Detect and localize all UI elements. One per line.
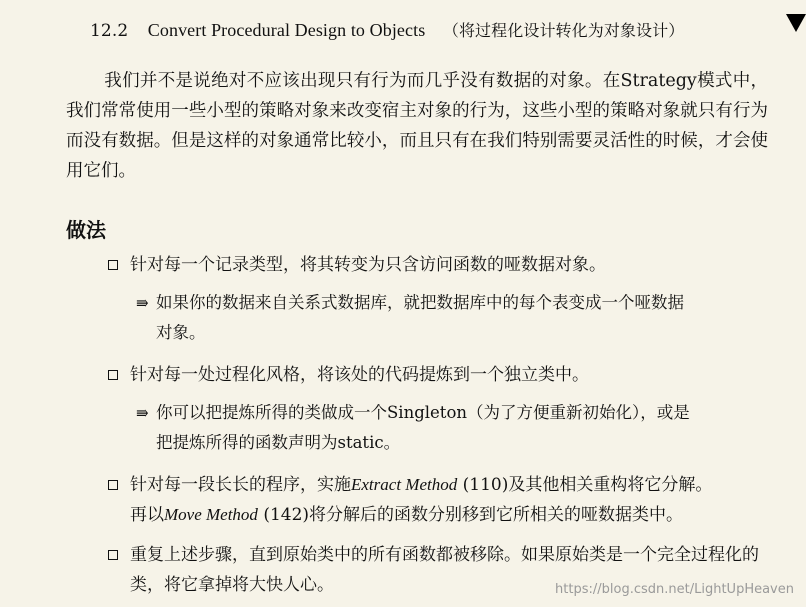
refactoring-ref: Extract Method xyxy=(351,475,458,494)
note-line: 你可以把提炼所得的类做成一个Singleton（为了方便重新初始化），或是 xyxy=(156,403,690,422)
checkbox-icon xyxy=(108,550,118,560)
corner-triangle-icon xyxy=(786,14,806,32)
arrow-icon: ⇛ xyxy=(136,294,149,312)
section-header xyxy=(90,18,684,41)
intro-paragraph xyxy=(66,66,768,186)
step-text: 针对每一段长长的程序，实施Extract Method (110)及其他相关重构将它分解。 再以Move Method (142)将分解后的函数分别移到它所相关的哑数据类中。 xyxy=(130,475,713,525)
step-text: 针对每一个记录类型，将其转变为只含访问函数的哑数据对象。 xyxy=(130,255,606,275)
section-heading: 做法 xyxy=(66,218,106,242)
arrow-icon: ⇛ xyxy=(136,404,149,422)
step-text: 重复上述步骤，直到原始类中的所有函数都被移除。如果原始类是一个完全过程化的类，将它拿掉将大快人心。 xyxy=(130,545,759,595)
step-note xyxy=(136,288,766,348)
refactoring-ref: Move Method xyxy=(164,505,258,524)
step-text: 针对每一处过程化风格，将该处的代码提炼到一个独立类中。 xyxy=(130,365,589,385)
watermark: https://blog.csdn.net/LightUpHeaven xyxy=(555,582,794,597)
step-note xyxy=(136,398,766,458)
step-item xyxy=(108,250,772,280)
step-item xyxy=(108,470,772,530)
note-line: 如果你的数据来自关系式数据库，就把数据库中的每个表变成一个哑数据 xyxy=(156,293,684,312)
section-title-chinese: （将过程化设计转化为对象设计） xyxy=(442,21,685,40)
section-number: 12.2 xyxy=(90,21,129,41)
checkbox-icon xyxy=(108,370,118,380)
note-line: 把提炼所得的函数声明为static。 xyxy=(156,433,401,452)
note-line: 对象。 xyxy=(156,323,206,342)
section-title: Convert Procedural Design to Objects xyxy=(147,20,426,40)
intro-text: 我们并不是说绝对不应该出现只有行为而几乎没有数据的对象。在Strategy模式中，我们常常使用一些小型的策略对象来改变宿主对象的行为，这些小型的策略对象就只有行为而没有数据。但是这样的对象通常比较小，而且只有在我们特别需要灵活性的时候，才会使用它们。 xyxy=(66,71,768,181)
checkbox-icon xyxy=(108,260,118,270)
step-item xyxy=(108,360,772,390)
checkbox-icon xyxy=(108,480,118,490)
